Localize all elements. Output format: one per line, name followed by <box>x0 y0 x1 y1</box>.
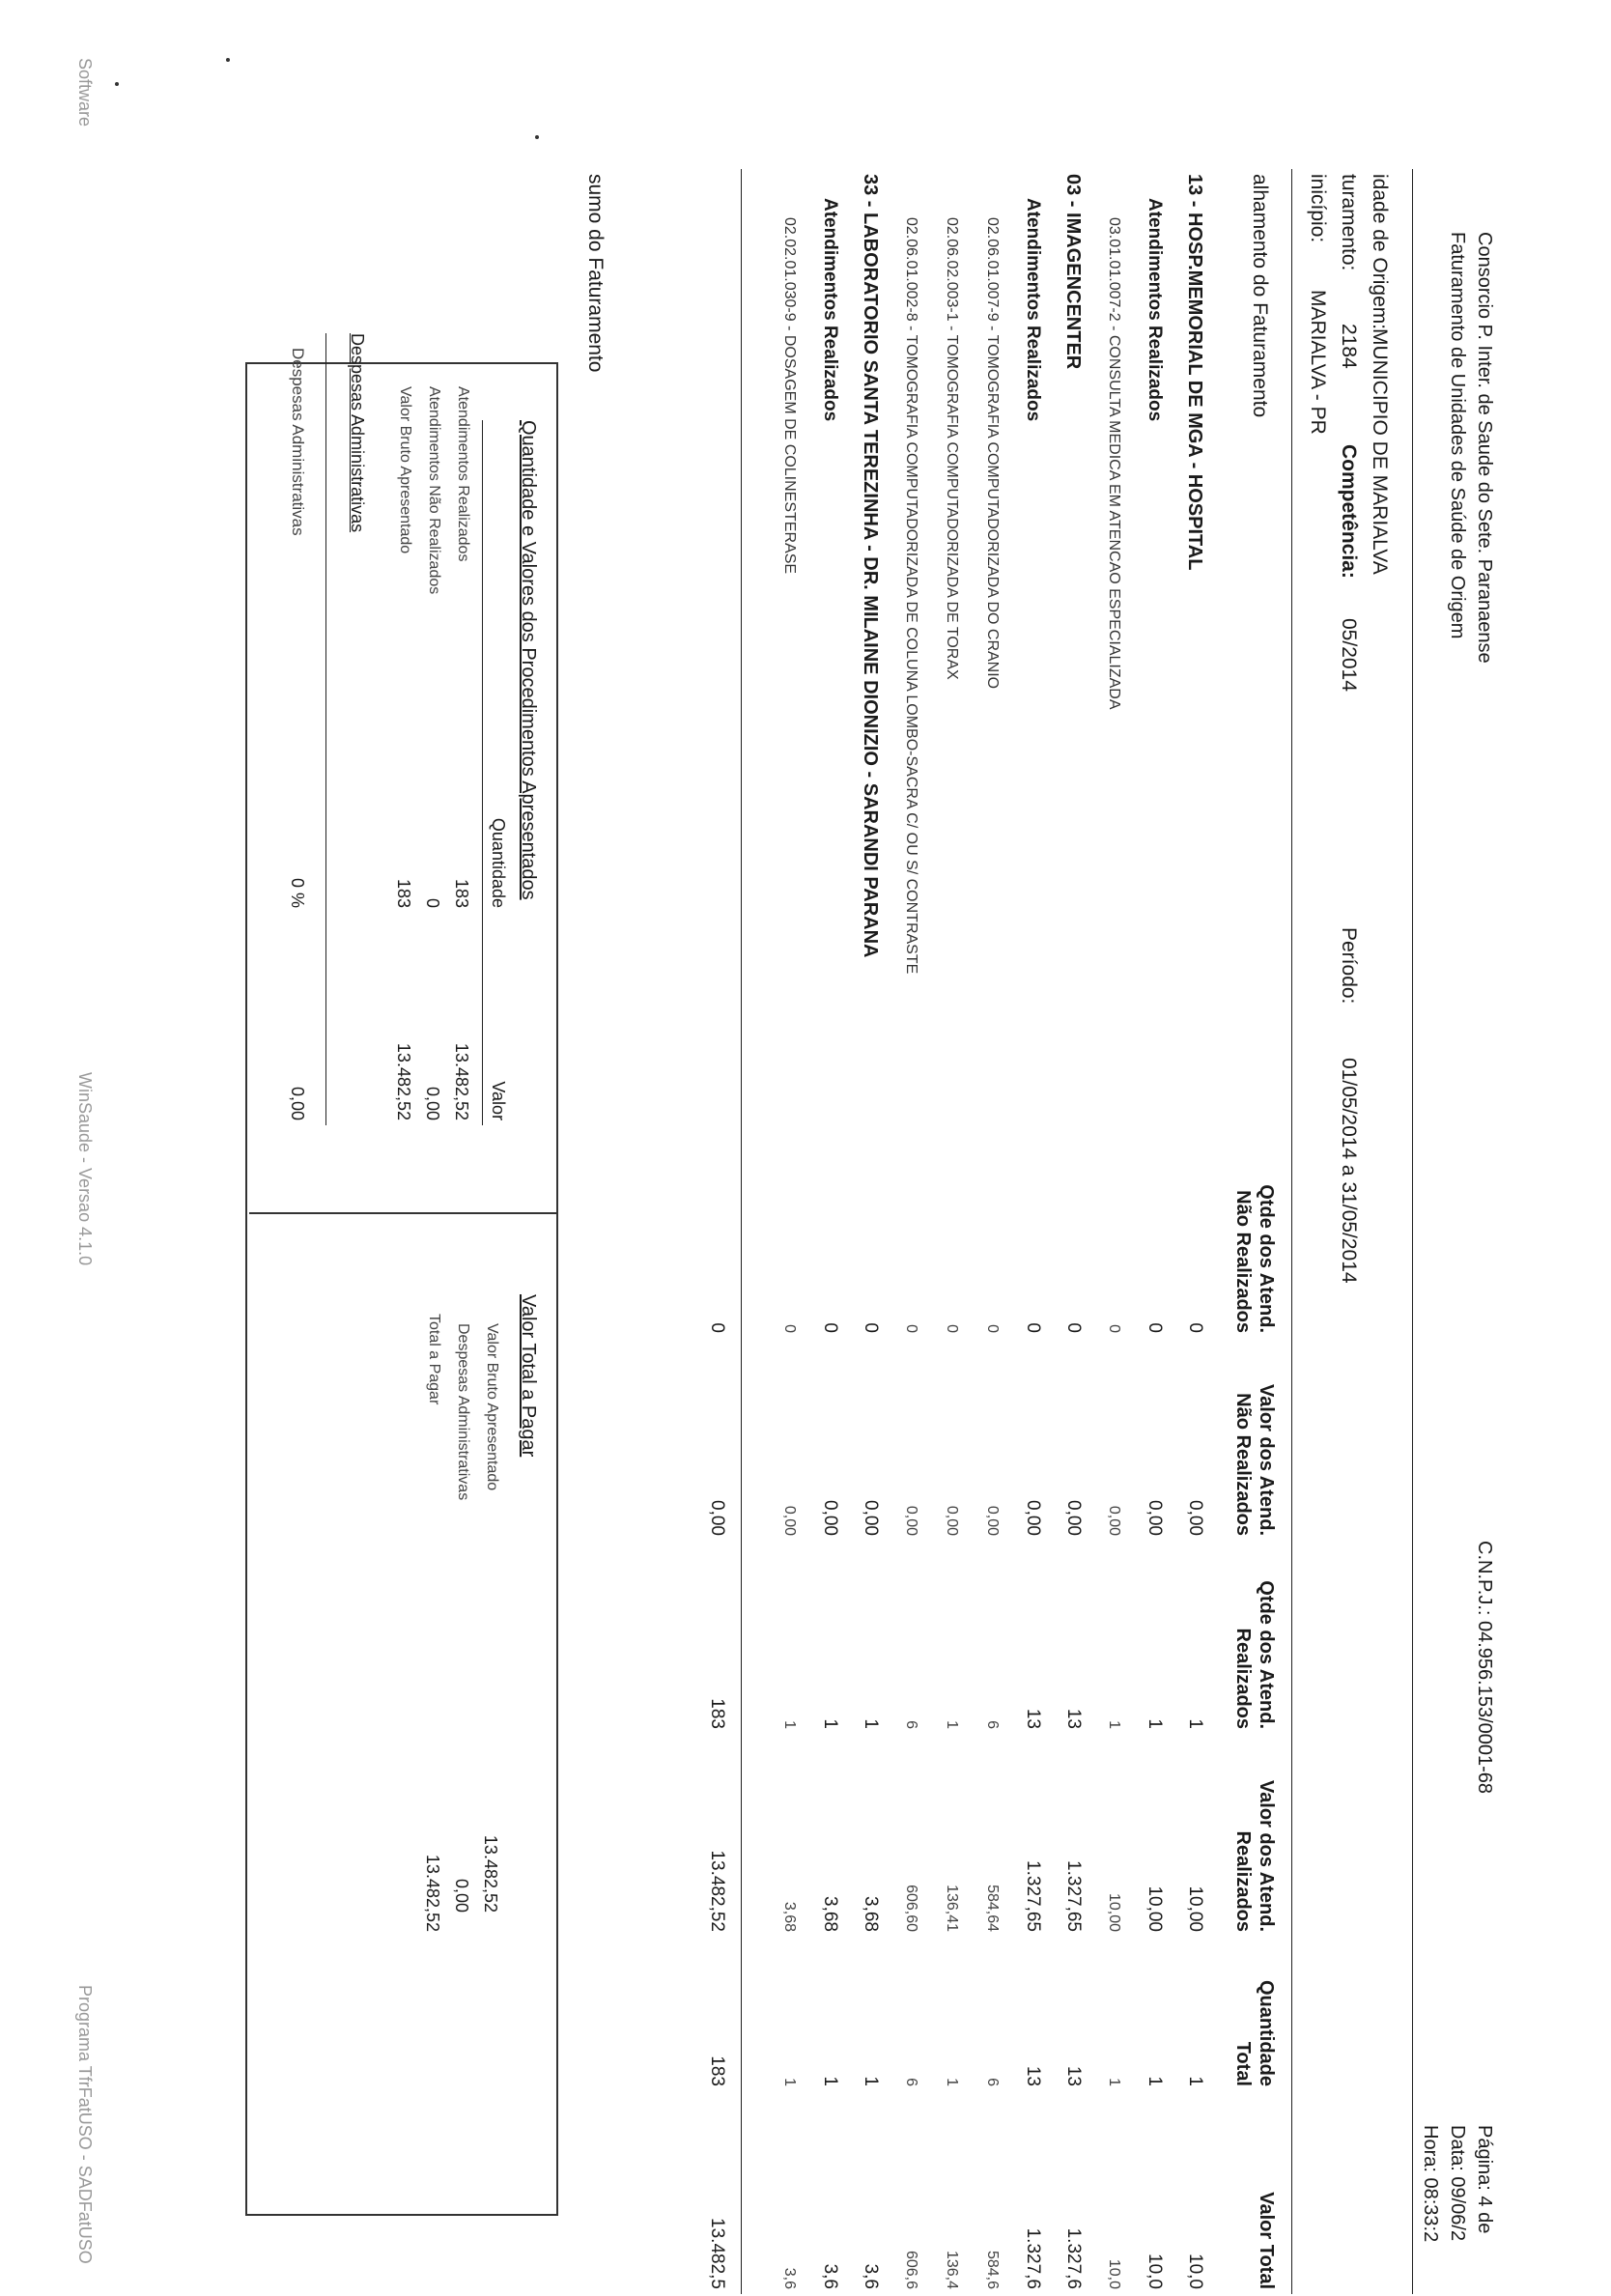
info-rule <box>1291 169 1292 2294</box>
city-label: inicípio: <box>1307 174 1329 243</box>
detail-row-qtde-real: 13 <box>1023 1708 1043 1729</box>
detail-total-rule <box>741 169 742 2294</box>
detail-row-label: 03 - IMAGENCENTER <box>1062 174 1084 370</box>
col-valor-real: Valor dos Atend. Realizados <box>1232 1779 1277 1932</box>
detail-row-label: 02.06.02.003-1 - TOMOGRAFIA COMPUTADORIZADA DE TORAX <box>944 217 960 680</box>
summary-line-value: 0,00 <box>423 1086 442 1120</box>
scan-dot <box>226 58 230 62</box>
detail-row-label: 02.06.01.007-9 - TOMOGRAFIA COMPUTADORIZADA DO CRANIO <box>984 217 1001 690</box>
detail-row-valor-total: 10,0 <box>1145 2253 1165 2289</box>
summary-box <box>245 362 558 2216</box>
detail-row-qtd-total: 1 <box>820 2076 840 2086</box>
total-valor-real: 13.482,52 <box>707 1850 727 1932</box>
cnpj: C.N.P.J.: 04.956.153/0001-68 <box>1474 1541 1495 1795</box>
unit-label: idade de Origem: <box>1369 174 1391 330</box>
detail-row-qtde-nao: 0 <box>944 1324 960 1333</box>
detail-row-qtde-nao: 0 <box>820 1322 840 1333</box>
summary-divider <box>249 1212 558 1214</box>
period-value: 01/05/2014 a 31/05/2014 <box>1338 1058 1360 1284</box>
detail-row-valor-real: 3,68 <box>781 1901 798 1932</box>
header-rule <box>1412 169 1413 2294</box>
detail-row-valor-nao: 0,00 <box>944 1505 960 1536</box>
summary-qty-header: Quantidade <box>489 817 508 908</box>
detail-row-qtde-nao: 0 <box>1063 1322 1084 1333</box>
detail-row-qtde-nao: 0 <box>1185 1322 1205 1333</box>
summary-line-qty: 183 <box>394 878 413 908</box>
org-name: Consorcio P. Inter. de Saude do Sete. Paranaense <box>1474 232 1495 664</box>
detail-row-qtd-total: 1 <box>1185 2076 1205 2086</box>
admin-pct: 0 % <box>288 877 307 908</box>
detail-row-valor-total: 1.327,6 <box>1063 2227 1084 2289</box>
detail-row-qtde-nao: 0 <box>1023 1322 1043 1333</box>
detail-title: alhamento do Faturamento <box>1249 174 1271 418</box>
admin-heading: Despesas Administrativas <box>348 333 367 533</box>
competence-label: Competência: <box>1338 444 1360 579</box>
detail-row-valor-nao: 0,00 <box>1145 1500 1165 1536</box>
report-title: Faturamento de Unidades de Saúde de Origem <box>1447 232 1468 639</box>
admin-rule <box>325 333 326 1125</box>
detail-row-label: Atendimentos Realizados <box>1145 198 1165 422</box>
report-time: Hora: 08:33:2 <box>1420 2125 1441 2243</box>
total-qtd-total: 183 <box>707 2055 727 2086</box>
detail-row-qtde-real: 1 <box>1185 1718 1205 1729</box>
page-number: Página: 4 de <box>1474 2125 1495 2234</box>
detail-row-qtde-real: 1 <box>820 1718 840 1729</box>
detail-row-valor-real: 606,60 <box>903 1885 919 1932</box>
detail-row-qtde-nao: 0 <box>1145 1322 1165 1333</box>
pay-line-value: 13.482,52 <box>481 1834 500 1913</box>
detail-row-valor-total: 1.327,6 <box>1023 2227 1043 2289</box>
detail-row-valor-nao: 0,00 <box>1185 1500 1205 1536</box>
detail-row-qtde-real: 1 <box>1145 1718 1165 1729</box>
pay-line-value: 13.482,52 <box>423 1854 442 1932</box>
detail-row-valor-nao: 0,00 <box>820 1500 840 1536</box>
detail-row-valor-real: 3,68 <box>820 1896 840 1932</box>
detail-row-label: 33 - LABORATORIO SANTA TEREZINHA - DR. MILAINE DIONIZIO - SARANDI PARANA <box>860 174 881 958</box>
summary-line-value: 13.482,52 <box>452 1042 471 1120</box>
detail-row-qtd-total: 1 <box>781 2078 798 2086</box>
col-qtd-total: Quantidade Total <box>1232 1979 1277 2086</box>
detail-row-label: 02.02.01.030-9 - DOSAGEM DE COLINESTERASE <box>781 217 798 575</box>
footer-left: Software <box>75 58 95 128</box>
scan-dot <box>115 82 119 86</box>
detail-row-qtde-nao: 0 <box>984 1324 1001 1333</box>
col-valor-nao: Valor dos Atend. Não Realizados <box>1232 1383 1277 1536</box>
total-valor-nao: 0,00 <box>707 1500 727 1536</box>
detail-row-label: 03.01.01.007-2 - CONSULTA MEDICA EM ATENCAO ESPECIALIZADA <box>1106 217 1122 710</box>
detail-row-valor-total: 3,6 <box>781 2267 798 2289</box>
summary-header-rule <box>482 420 483 1125</box>
detail-row-valor-nao: 0,00 <box>861 1500 881 1536</box>
summary-title: sumo do Faturamento <box>584 174 607 373</box>
detail-row-label: Atendimentos Realizados <box>1023 198 1043 422</box>
detail-row-valor-total: 136,4 <box>944 2250 960 2289</box>
footer-center: WinSaude - Versao 4.1.0 <box>75 1072 95 1266</box>
detail-row-qtde-real: 6 <box>984 1720 1001 1729</box>
detail-row-valor-total: 584,6 <box>984 2250 1001 2289</box>
summary-line-value: 13.482,52 <box>394 1042 413 1120</box>
detail-row-qtd-total: 6 <box>984 2078 1001 2086</box>
detail-row-valor-real: 3,68 <box>861 1896 881 1932</box>
pay-line-label: Despesas Administrativas <box>455 1323 471 1501</box>
detail-row-qtd-total: 13 <box>1023 2065 1043 2086</box>
detail-row-valor-nao: 0,00 <box>1023 1500 1043 1536</box>
detail-row-qtd-total: 1 <box>1145 2076 1165 2086</box>
detail-row-valor-real: 1.327,65 <box>1023 1860 1043 1932</box>
summary-line-qty: 0 <box>423 897 442 908</box>
billing-label: turamento: <box>1338 174 1360 271</box>
scan-dot <box>535 135 539 139</box>
period-label: Período: <box>1338 927 1360 1005</box>
pay-line-label: Valor Bruto Apresentado <box>484 1323 500 1491</box>
detail-row-qtde-real: 1 <box>944 1720 960 1729</box>
detail-row-valor-nao: 0,00 <box>1106 1505 1122 1536</box>
summary-left-heading: Quantidade e Valores dos Procedimentos Apresentados <box>518 420 539 900</box>
detail-row-qtd-total: 13 <box>1063 2065 1084 2086</box>
detail-row-valor-real: 136,41 <box>944 1885 960 1932</box>
detail-row-qtde-nao: 0 <box>781 1324 798 1333</box>
detail-row-valor-total: 3,6 <box>861 2263 881 2289</box>
detail-row-qtd-total: 1 <box>861 2076 881 2086</box>
detail-row-label: 13 - HOSP.MEMORIAL DE MGA - HOSPITAL <box>1184 174 1205 571</box>
admin-label: Despesas Administrativas <box>289 348 307 536</box>
total-valor-total: 13.482,5 <box>707 2218 727 2289</box>
detail-row-label: Atendimentos Realizados <box>820 198 840 422</box>
summary-value-header: Valor <box>489 1081 508 1120</box>
detail-row-valor-total: 10,0 <box>1185 2253 1205 2289</box>
total-qtde-nao: 0 <box>707 1322 727 1333</box>
detail-row-qtde-nao: 0 <box>903 1324 919 1333</box>
report-date: Data: 09/06/2 <box>1447 2125 1468 2242</box>
col-valor-total: Valor Total <box>1256 2192 1277 2289</box>
detail-row-valor-total: 606,6 <box>903 2250 919 2289</box>
pay-line-value: 0,00 <box>452 1878 471 1913</box>
admin-value: 0,00 <box>288 1086 307 1120</box>
detail-row-valor-total: 3,6 <box>820 2263 840 2289</box>
detail-row-valor-real: 10,00 <box>1145 1885 1165 1932</box>
summary-right-heading: Valor Total a Pagar <box>518 1294 539 1458</box>
unit-value: MUNICIPIO DE MARIALVA <box>1369 328 1391 575</box>
detail-row-qtde-nao: 0 <box>1106 1324 1122 1333</box>
detail-row-valor-real: 1.327,65 <box>1063 1860 1084 1932</box>
detail-row-valor-real: 10,00 <box>1106 1892 1122 1932</box>
detail-row-qtde-real: 13 <box>1063 1708 1084 1729</box>
detail-row-valor-real: 584,64 <box>984 1885 1001 1932</box>
detail-row-qtde-real: 6 <box>903 1720 919 1729</box>
pay-line-label: Total a Pagar <box>426 1314 442 1405</box>
detail-row-qtd-total: 1 <box>944 2078 960 2086</box>
detail-row-valor-nao: 0,00 <box>903 1505 919 1536</box>
detail-row-valor-nao: 0,00 <box>984 1505 1001 1536</box>
detail-row-valor-real: 10,00 <box>1185 1885 1205 1932</box>
col-qtde-real: Qtde dos Atend. Realizados <box>1232 1580 1277 1729</box>
detail-row-qtde-real: 1 <box>1106 1720 1122 1729</box>
detail-row-qtde-real: 1 <box>781 1720 798 1729</box>
col-qtde-nao: Qtde dos Atend. Não Realizados <box>1232 1184 1277 1333</box>
billing-value: 2184 <box>1338 324 1360 369</box>
summary-line-label: Atendimentos Não Realizados <box>426 386 442 595</box>
summary-line-label: Atendimentos Realizados <box>455 386 471 562</box>
total-qtde-real: 183 <box>707 1698 727 1729</box>
detail-row-qtd-total: 6 <box>903 2078 919 2086</box>
competence-value: 05/2014 <box>1338 618 1360 692</box>
detail-row-qtde-nao: 0 <box>861 1322 881 1333</box>
detail-row-qtd-total: 1 <box>1106 2078 1122 2086</box>
summary-line-label: Valor Bruto Apresentado <box>397 386 413 554</box>
detail-row-valor-total: 10,0 <box>1106 2258 1122 2289</box>
summary-line-qty: 183 <box>452 878 471 908</box>
footer-right: Programa TfrFatUSO - SADFatUSO <box>75 1985 95 2264</box>
detail-row-valor-nao: 0,00 <box>1063 1500 1084 1536</box>
detail-row-label: 02.06.01.002-8 - TOMOGRAFIA COMPUTADORIZADA DE COLUNA LOMBO-SACRA C/ OU S/ CONTRASTE <box>903 217 919 975</box>
city-value: MARIALVA - PR <box>1307 290 1329 435</box>
detail-row-qtde-real: 1 <box>861 1718 881 1729</box>
detail-row-valor-nao: 0,00 <box>781 1505 798 1536</box>
